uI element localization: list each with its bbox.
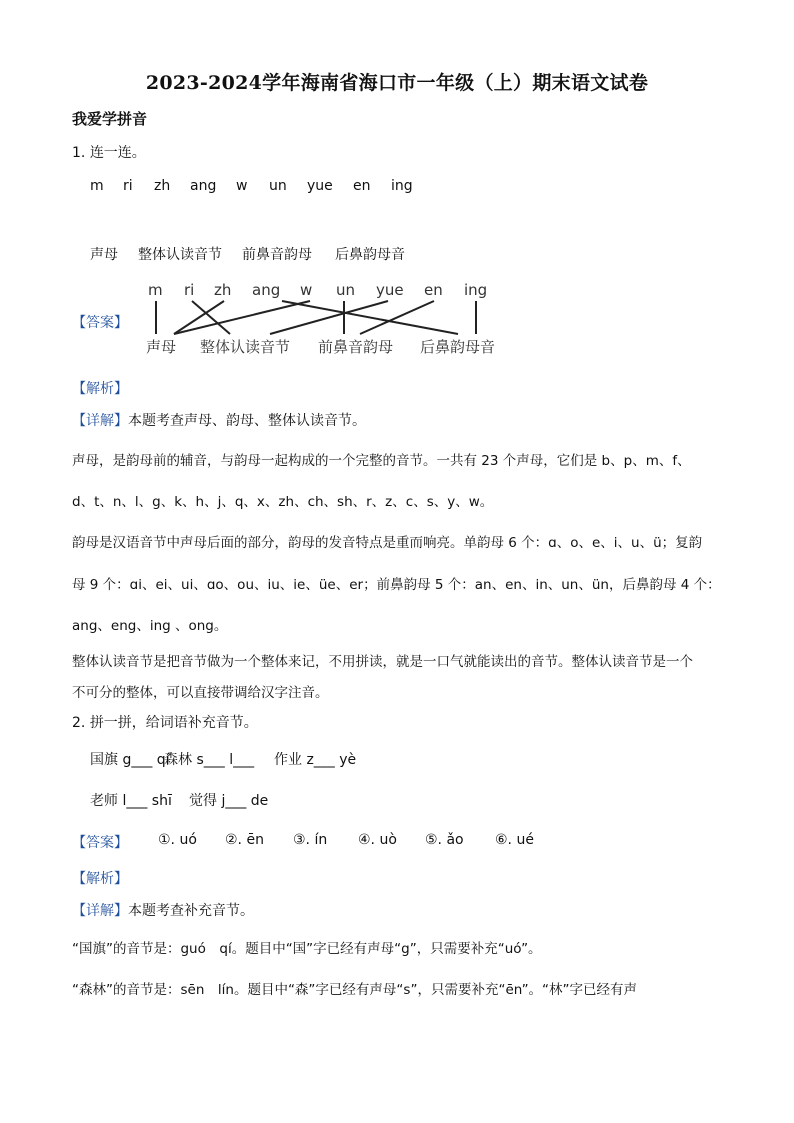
fill-in-row-1	[90, 749, 356, 769]
syllable: ang	[190, 178, 217, 194]
answer-tag: 【答案】	[72, 835, 128, 851]
analysis-tag: 【解析】	[72, 381, 128, 397]
figure-syllable: m	[148, 281, 163, 299]
answer-item: ⑥. ué	[495, 832, 534, 848]
answer-list	[158, 832, 534, 848]
fill-in-item: 老师 l___ shī	[90, 793, 172, 809]
syllable-row	[90, 178, 421, 194]
page-title: 2023-2024学年海南省海口市一年级（上）期末语文试卷	[145, 72, 649, 94]
fill-in-row-2	[90, 790, 268, 810]
figure-syllable: zh	[214, 281, 232, 299]
category-row	[90, 244, 415, 264]
explanation-line: 不可分的整体，可以直接带调给汉字注音。	[72, 685, 329, 701]
figure-syllable: yue	[376, 281, 404, 299]
connecting-lines	[156, 301, 476, 334]
category: 后鼻韵母音	[335, 247, 405, 263]
syllable: yue	[307, 178, 333, 194]
category: 前鼻音韵母	[242, 247, 312, 263]
figure-category: 声母	[146, 338, 177, 356]
detail-tag: 【详解】	[72, 413, 128, 429]
fill-in-item: 森林 s___ l___	[164, 752, 255, 768]
syllable: zh	[154, 178, 171, 194]
explanation-line: “国旗”的音节是：guó qí。题目中“国”字已经有声母“g”，只需要补充“uó”。	[72, 941, 542, 957]
detail-line	[72, 410, 366, 430]
detail-line	[72, 900, 254, 920]
explanation-line: “森林”的音节是：sēn lín。题目中“森”字已经有声母“s”，只需要补充“ēn”。“林”字已经有声	[72, 982, 638, 998]
question-text: 连一连。	[89, 145, 146, 161]
figure-category: 后鼻韵母音	[420, 338, 496, 356]
question-text: 拼一拼，给词语补充音节。	[89, 715, 258, 731]
explanation-line: ang、eng、ing 、ong。	[72, 618, 228, 634]
figure-syllable: en	[424, 281, 443, 299]
explanation-line: d、t、n、l、g、k、h、j、q、x、zh、ch、sh、r、z、c、s、y、w。	[72, 494, 494, 510]
figure-syllable: ri	[184, 281, 195, 299]
syllable: ri	[123, 178, 133, 194]
question-number: 1.	[72, 145, 86, 161]
syllable: ing	[391, 178, 413, 194]
figure-syllable: ang	[252, 281, 281, 299]
category: 整体认读音节	[138, 247, 222, 263]
explanation-line: 母 9 个：ɑi、ei、ui、ɑo、ou、iu、ie、üe、er；前鼻韵母 5 个：an、en、in、un、ün，后鼻韵母 4 个：	[72, 577, 721, 593]
section-heading: 我爱学拼音	[72, 110, 148, 128]
explanation-line: 韵母是汉语音节中声母后面的部分，韵母的发音特点是重而响亮。单韵母 6 个：ɑ、o、e、i、u、ü；复韵	[72, 535, 703, 551]
figure-syllable: un	[336, 281, 356, 299]
answer-item: ①. uó	[158, 832, 197, 848]
detail-text: 本题考查声母、韵母、整体认读音节。	[128, 413, 366, 429]
answer-tag: 【答案】	[72, 315, 128, 331]
syllable: en	[353, 178, 371, 194]
fill-in-item: 觉得 j___ de	[189, 793, 269, 809]
category: 声母	[90, 247, 118, 263]
fill-in-item: 国旗 g___ qí	[90, 752, 170, 768]
question-1-prompt	[72, 142, 146, 162]
detail-text: 本题考查补充音节。	[128, 903, 254, 919]
figure-category: 整体认读音节	[200, 338, 291, 356]
syllable: m	[90, 178, 104, 194]
fill-in-item: 作业 z___ yè	[274, 752, 357, 768]
figure-category: 前鼻音韵母	[318, 338, 394, 356]
answer-item: ③. ín	[293, 832, 328, 848]
answer-item: ②. ēn	[225, 832, 264, 848]
figure-syllable: w	[300, 281, 313, 299]
question-number: 2.	[72, 715, 86, 731]
matching-answer-figure	[140, 276, 520, 360]
answer-item: ④. uò	[358, 832, 397, 848]
question-2-prompt	[72, 712, 258, 732]
figure-syllable: ing	[464, 281, 488, 299]
detail-tag: 【详解】	[72, 903, 128, 919]
explanation-line: 整体认读音节是把音节做为一个整体来记，不用拼读，就是一口气就能读出的音节。整体认读音节是一个	[72, 654, 693, 670]
answer-item: ⑤. ǎo	[425, 832, 464, 848]
analysis-tag: 【解析】	[72, 871, 128, 887]
explanation-line: 声母，是韵母前的辅音，与韵母一起构成的一个完整的音节。一共有 23 个声母，它们是 b、p、m、f、	[72, 453, 691, 469]
syllable: un	[269, 178, 287, 194]
syllable: w	[236, 178, 248, 194]
